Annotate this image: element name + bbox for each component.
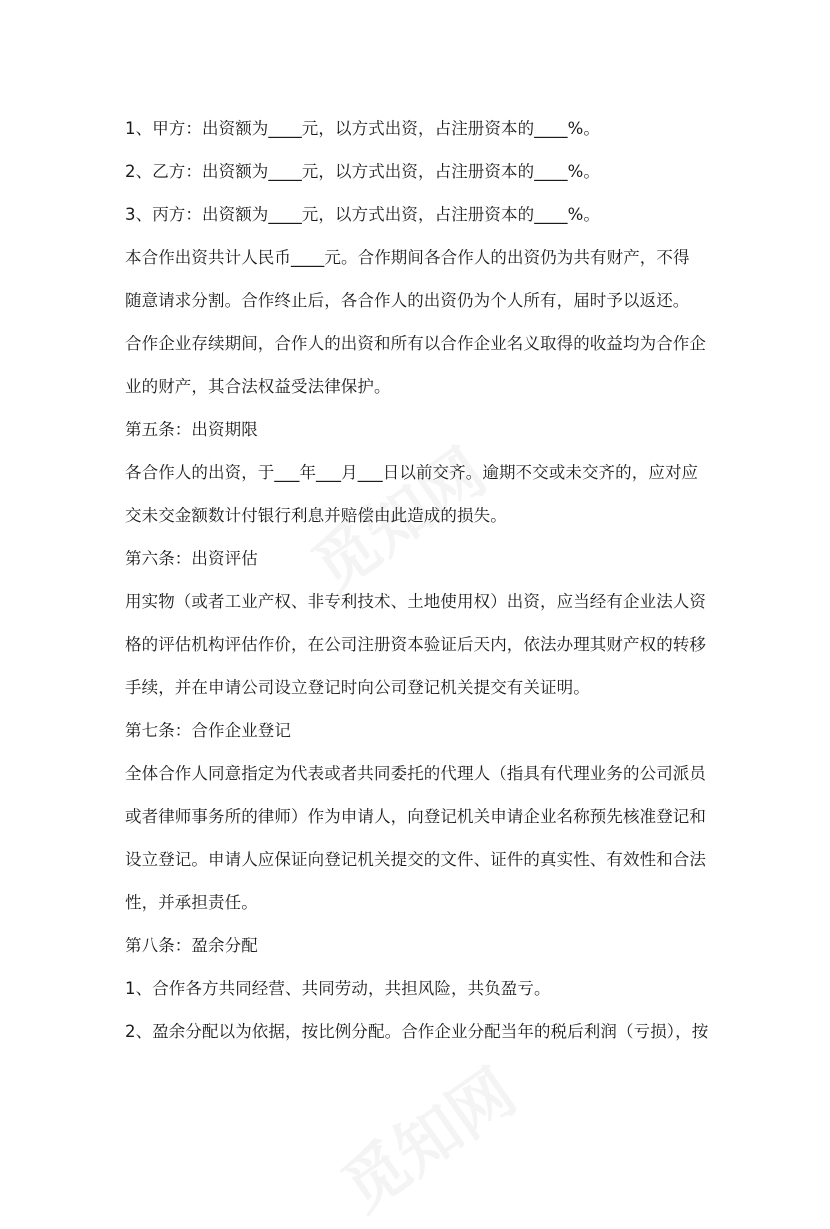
paragraph-line: 手续，并在申请公司设立登记时向公司登记机关提交有关证明。 (125, 678, 590, 697)
paragraph-line: 用实物（或者工业产权、非专利技术、土地使用权）出资，应当经有企业法人资 (125, 592, 706, 611)
document-body (125, 107, 715, 1053)
paragraph-line: 交未交金额数计付银行利息并赔偿由此造成的损失。 (125, 506, 507, 525)
paragraph-line: 设立登记。申请人应保证向登记机关提交的文件、证件的真实性、有效性和合法 (125, 850, 706, 869)
section-heading-article-5: 第五条：出资期限 (125, 420, 258, 439)
paragraph-line: 业的财产，其合法权益受法律保护。 (125, 377, 391, 396)
section-heading-article-7: 第七条：合作企业登记 (125, 721, 291, 740)
list-item: 2、盈余分配以为依据，按比例分配。合作企业分配当年的税后利润（亏损），按 (125, 1022, 709, 1041)
paragraph-line: 各合作人的出资，于___年___月___日以前交齐。逾期不交或未交齐的，应对应 (125, 463, 699, 482)
clause-line-party-a: 1、甲方：出资额为____元，以方式出资，占注册资本的____%。 (125, 119, 600, 138)
section-heading-article-6: 第六条：出资评估 (125, 549, 258, 568)
paragraph-line: 性，并承担责任。 (125, 893, 258, 912)
paragraph-line: 随意请求分割。合作终止后，各合作人的出资仍为个人所有，届时予以返还。 (125, 291, 690, 310)
paragraph-line: 合作企业存续期间，合作人的出资和所有以合作企业名义取得的收益均为合作企 (125, 334, 706, 353)
clause-line-party-c: 3、丙方：出资额为____元，以方式出资，占注册资本的____%。 (125, 205, 600, 224)
section-heading-article-8: 第八条：盈余分配 (125, 936, 258, 955)
paragraph-line: 或者律师事务所的律师）作为申请人，向登记机关申请企业名称预先核准登记和 (125, 807, 706, 826)
paragraph-line: 全体合作人同意指定为代表或者共同委托的代理人（指具有代理业务的公司派员 (125, 764, 706, 783)
paragraph-line: 格的评估机构评估作价，在公司注册资本验证后天内，依法办理其财产权的转移 (125, 635, 706, 654)
watermark (321, 1043, 531, 1228)
paragraph-line: 本合作出资共计人民币____元。合作期间各合作人的出资仍为共有财产，不得 (125, 248, 690, 267)
clause-line-party-b: 2、乙方：出资额为____元，以方式出资，占注册资本的____%。 (125, 162, 600, 181)
list-item: 1、合作各方共同经营、共同劳动，共担风险，共负盈亏。 (125, 979, 551, 998)
